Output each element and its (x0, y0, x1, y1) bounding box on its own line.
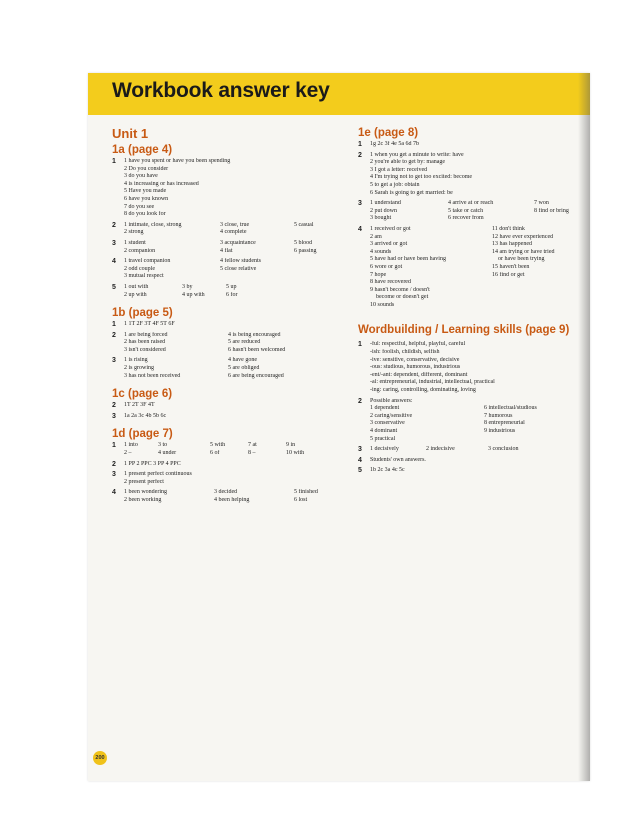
answer-cell: 5 practical (370, 435, 396, 442)
section-heading-1c: 1c (page 6) (112, 388, 173, 401)
page-curl-shadow (578, 73, 590, 781)
exercise-1b-1 (112, 321, 342, 329)
exercise-number: 5 (112, 283, 116, 291)
answer-cell: 5 finished (294, 489, 318, 496)
exercise-1e-2 (358, 152, 580, 198)
answer-cell: 3 arrived or got (370, 241, 408, 248)
answer-cell (492, 287, 584, 295)
answer-line: 3 do you have (124, 173, 158, 180)
answer-cell: 8 entrepreneurial (484, 420, 525, 427)
answer-cell: 1 out with (124, 283, 149, 290)
answer-cell: 2 put down (370, 207, 397, 214)
answer-cell: 4 have gone (228, 357, 257, 364)
answer-line: -ive: sensitive, conservative, decisive (370, 356, 460, 363)
exercise-1c-2 (112, 402, 342, 410)
exercise-1a-1 (112, 158, 342, 219)
exercise-1a-3 (112, 240, 342, 255)
answer-line: 1a 2a 3c 4b 5b 6c (124, 412, 167, 419)
exercise-1d-1 (112, 442, 342, 457)
exercise-wb-2 (358, 398, 580, 444)
answer-cell: 8 – (248, 450, 256, 457)
answer-cell: 1 decisively (370, 446, 399, 453)
answer-cell: 2 am (370, 233, 382, 240)
exercise-number: 3 (358, 200, 362, 208)
answer-cell: 2 companion (124, 247, 156, 254)
exercise-1a-2 (112, 222, 342, 237)
left-column (112, 126, 342, 505)
answer-cell: 6 intellectual/studious (484, 405, 537, 412)
answer-cell: 2 been working (124, 497, 162, 503)
exercise-wb-1 (358, 341, 580, 394)
exercise-wb-5 (358, 467, 580, 475)
answer-cell: become or doesn't get (376, 294, 429, 301)
exercise-number: 1 (358, 141, 362, 148)
answer-cell (492, 279, 584, 287)
answer-line: -ish: foolish, childish, selfish (370, 349, 440, 356)
answer-cell (492, 302, 584, 310)
answer-cell: 3 by (182, 283, 193, 290)
answer-line: 6 have you known (124, 195, 169, 202)
answer-cell: 6 passing (294, 247, 317, 254)
exercise-number: 3 (112, 239, 116, 247)
answer-cell: 9 in (286, 442, 296, 449)
answer-cell: 1 intimate, close, strong (124, 221, 182, 228)
answer-cell: 6 lost (294, 497, 308, 503)
exercise-wb-3 (358, 446, 580, 454)
answer-cell: 13 has happened (492, 241, 532, 248)
answer-line: -ent/-ant: dependent, different, dominant (370, 371, 468, 378)
answer-line: 1 have you spent or have you been spending (124, 158, 231, 164)
section-heading-1e: 1e (page 8) (358, 127, 419, 139)
answer-line: 3 I got a letter: received (370, 166, 428, 173)
answer-cell: 4 arrive at or reach (448, 200, 494, 207)
exercise-number: 2 (112, 402, 116, 410)
answer-line: 1b 2c 3a 4c 5c (370, 467, 405, 474)
exercise-1d-2 (112, 461, 342, 469)
answer-cell: 3 close, true (220, 221, 250, 228)
answer-cell: 1 understand (370, 200, 401, 207)
answer-line: -al: entrepreneurial, industrial, intellectual, practical (370, 379, 495, 386)
answer-cell: 3 conclusion (488, 446, 519, 453)
exercise-1d-3 (112, 471, 342, 486)
page-title: Workbook answer key (112, 79, 330, 102)
answer-cell: 1 dependent (370, 405, 400, 412)
answer-line: 4 is increasing or has increased (124, 180, 199, 187)
answer-line: 1 PP 2 PPC 3 PP 4 PPC (124, 460, 181, 467)
answer-cell: 2 is growing (124, 365, 154, 372)
unit-heading: Unit 1 (112, 126, 149, 141)
answer-cell: or have been trying (498, 256, 545, 263)
answer-line: -ous: studious, humorous, industrious (370, 364, 461, 371)
section-heading-1d: 1d (page 7) (112, 428, 173, 441)
answer-line: 1 1T 2F 3T 4F 5T 6F (124, 321, 175, 328)
exercise-number: 3 (112, 357, 116, 365)
answer-cell: 2 strong (124, 229, 144, 236)
answer-cell: 3 acquaintance (220, 239, 256, 246)
answer-cell: 5 casual (294, 221, 314, 228)
answer-cell: 6 of (210, 450, 220, 457)
answer-cell: 4 up with (182, 291, 205, 298)
exercise-1e-4 (358, 226, 580, 310)
exercise-number: 4 (112, 489, 116, 497)
answer-line: 1 when you get a minute to write: have (370, 151, 464, 158)
answer-line: 2 present perfect (124, 478, 164, 485)
answer-cell: 5 are reduced (228, 339, 261, 346)
exercise-number: 1 (358, 341, 362, 349)
answer-line: Possible answers: (370, 397, 413, 404)
answer-cell (220, 273, 290, 281)
answer-cell: 3 isn't considered (124, 346, 166, 353)
answer-line: 1T 2T 3F 4T (124, 402, 155, 409)
answer-cell: 6 wore or got (370, 263, 403, 270)
exercise-number: 2 (112, 221, 116, 229)
answer-cell: 6 for (226, 291, 238, 298)
answer-cell (294, 266, 344, 274)
answer-cell: 5 close relative (220, 265, 257, 272)
exercise-number: 4 (358, 225, 362, 233)
answer-cell: 8 find or bring (534, 207, 569, 214)
exercise-number: 2 (358, 397, 362, 405)
answer-cell: 4 dominant (370, 428, 398, 434)
answer-cell: 3 has not been received (124, 372, 181, 379)
answer-line: 6 Sarah is going to get married: be (370, 189, 453, 196)
answer-cell (294, 258, 344, 266)
section-heading-1a: 1a (page 4) (112, 144, 173, 156)
answer-cell: 1 received or got (370, 225, 411, 232)
answer-cell: 10 with (286, 450, 305, 457)
answer-line: 5 Have you made (124, 188, 167, 195)
answer-line: 1g 2c 3f 4e 5a 6d 7b (370, 141, 419, 147)
answer-line: 8 do you look for (124, 211, 166, 218)
exercise-number: 4 (358, 456, 362, 464)
answer-cell: 4 fellow students (220, 258, 261, 265)
answer-line: 2 you're able to get by: manage (370, 159, 446, 166)
exercise-number: 2 (112, 460, 116, 468)
answer-cell: 16 find or get (492, 271, 525, 278)
answer-cell: 1 into (124, 442, 138, 449)
exercise-1a-4 (112, 258, 342, 281)
answer-cell: 6 hasn't been welcomed (228, 346, 286, 353)
answer-line: -ful: respectful, helpful, playful, careful (370, 341, 466, 348)
exercise-number: 3 (112, 412, 116, 420)
answer-cell: 7 won (534, 200, 549, 207)
exercise-wb-4 (358, 457, 580, 465)
answer-cell: 7 hope (370, 271, 387, 278)
right-column (358, 126, 580, 475)
exercise-number: 1 (112, 321, 116, 329)
answer-cell: 7 humorous (484, 412, 513, 419)
answer-line: 2 Do you consider (124, 165, 169, 172)
answer-cell: 2 has been raised (124, 339, 166, 346)
answer-cell (294, 273, 344, 281)
answer-cell: 4 flat (220, 247, 233, 254)
answer-cell: 2 up with (124, 291, 147, 298)
answer-line: 7 do you see (124, 203, 155, 210)
answer-cell (484, 436, 584, 444)
answer-cell: 4 is being encouraged (228, 331, 281, 338)
answer-line: -ing: caring, controlling, dominating, loving (370, 387, 476, 394)
answer-cell: 5 blood (294, 239, 313, 246)
answer-cell: 1 are being forced (124, 331, 168, 338)
answer-cell: 3 mutual respect (124, 273, 164, 280)
answer-cell: 5 take or catch (448, 207, 484, 214)
exercise-number: 3 (358, 446, 362, 454)
answer-cell: 5 are obliged (228, 365, 260, 372)
answer-cell: 1 travel companion (124, 258, 171, 265)
answer-line: 5 to get a job: obtain (370, 181, 420, 188)
answer-cell: 5 up (226, 283, 237, 290)
answer-cell: 5 have had or have been having (370, 256, 446, 263)
answer-cell: 2 odd couple (124, 265, 155, 272)
title-banner (88, 73, 590, 115)
answer-cell: 3 decided (214, 489, 238, 496)
answer-cell (492, 294, 584, 302)
answer-cell: 5 with (210, 442, 226, 449)
answer-cell: 1 student (124, 239, 146, 246)
exercise-1e-3 (358, 200, 580, 223)
page-number-badge: 200 (93, 751, 107, 765)
answer-cell: 1 been wondering (124, 489, 167, 496)
answer-cell: 6 recover from (448, 215, 484, 222)
answer-cell: 4 been helping (214, 497, 250, 503)
answer-cell: 3 to (158, 442, 168, 449)
answer-cell: 14 am trying or have tried (492, 248, 555, 255)
exercise-number: 3 (112, 471, 116, 479)
answer-cell (294, 229, 344, 237)
answer-cell: 1 is rising (124, 357, 148, 364)
answer-cell: 2 – (124, 450, 132, 457)
exercise-1b-3 (112, 357, 342, 380)
answer-cell: 11 don't think (492, 225, 525, 232)
exercise-1b-2 (112, 332, 342, 355)
section-heading-1b: 1b (page 5) (112, 307, 173, 320)
answer-cell: 7 at (248, 442, 257, 449)
exercise-number: 2 (112, 331, 116, 339)
answer-cell: 8 have recovered (370, 279, 411, 286)
answer-cell: 2 indecisive (426, 446, 455, 453)
answer-cell: 6 are being encouraged (228, 372, 284, 379)
exercise-number: 1 (112, 158, 116, 165)
answer-cell: 4 complete (220, 229, 247, 236)
answer-cell: 10 sounds (370, 301, 395, 308)
exercise-1d-4 (112, 489, 342, 504)
exercise-1a-5 (112, 284, 342, 299)
answer-line: 1 present perfect continuous (124, 471, 192, 478)
answer-cell: 3 bought (370, 215, 392, 222)
exercise-number: 1 (112, 442, 116, 450)
answer-cell: 9 industrious (484, 428, 516, 434)
answer-cell: 4 sounds (370, 248, 392, 255)
exercise-number: 5 (358, 467, 362, 475)
exercise-1e-1 (358, 141, 580, 149)
answer-line: 4 I'm trying not to get too excited: become (370, 174, 473, 181)
answer-cell: 2 caring/sensitive (370, 412, 413, 419)
answer-cell: 15 haven't been (492, 263, 530, 270)
workbook-page (88, 73, 590, 781)
exercise-1c-3 (112, 413, 342, 421)
answer-line: Students' own answers. (370, 456, 426, 463)
section-heading-wordbuilding: Wordbuilding / Learning skills (page 9) (358, 324, 570, 337)
answer-cell: 9 hasn't become / doesn't (370, 286, 430, 293)
answer-cell: 12 have ever experienced (492, 233, 554, 240)
exercise-number: 2 (358, 151, 362, 159)
exercise-number: 4 (112, 258, 116, 266)
answer-cell: 4 under (158, 450, 177, 457)
answer-cell: 3 conservative (370, 420, 405, 427)
